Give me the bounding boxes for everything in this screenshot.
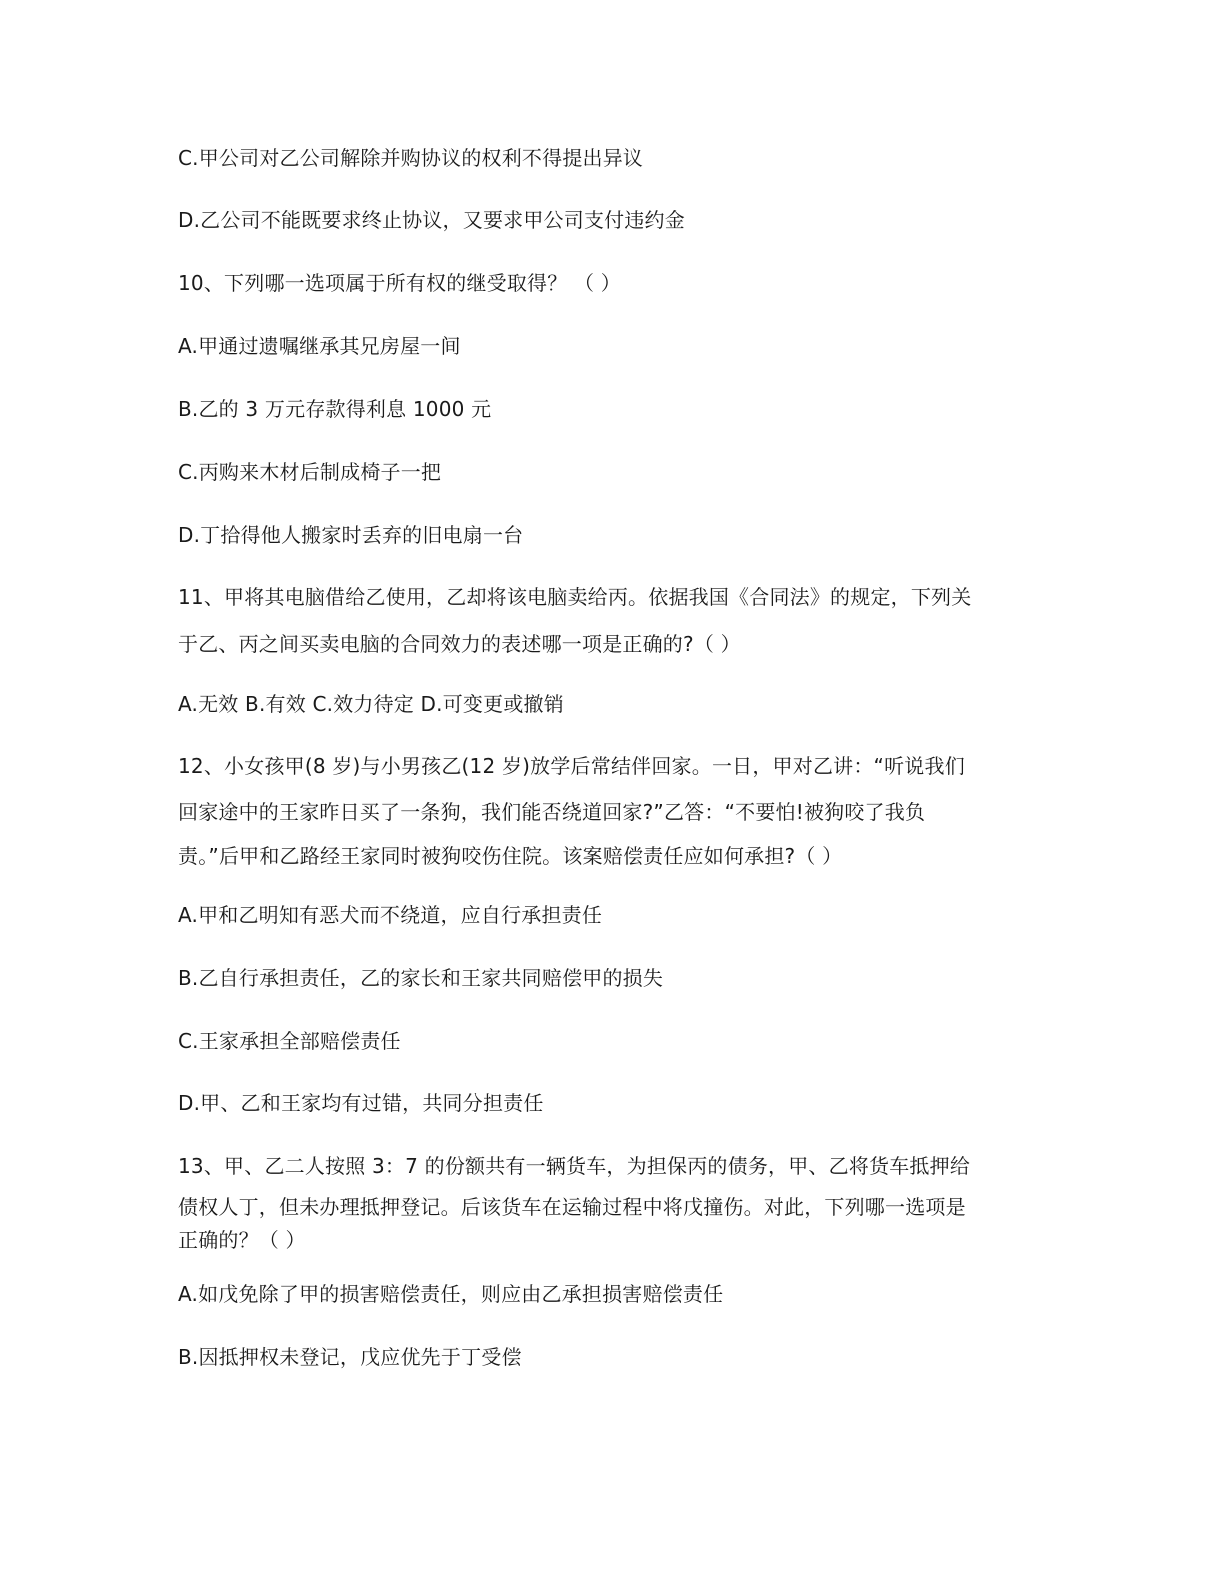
option-c-q10: C.丙购来木材后制成椅子一把 [178,460,442,484]
options-q11: A.无效 B.有效 C.效力待定 D.可变更或撤销 [178,692,564,716]
question-11-line-1: 11、甲将其电脑借给乙使用，乙却将该电脑卖给丙。依据我国《合同法》的规定，下列关 [178,585,972,609]
option-b-q13: B.因抵押权未登记，戊应优先于丁受偿 [178,1345,522,1369]
option-b-q10: B.乙的 3 万元存款得利息 1000 元 [178,397,492,421]
question-13-line-3: 正确的？（ ） [178,1228,306,1252]
option-a-q12: A.甲和乙明知有恶犬而不绕道，应自行承担责任 [178,903,603,927]
option-b-q12: B.乙自行承担责任，乙的家长和王家共同赔偿甲的损失 [178,966,664,990]
option-d-q9: D.乙公司不能既要求终止协议，又要求甲公司支付违约金 [178,208,685,232]
option-c-q9: C.甲公司对乙公司解除并购协议的权利不得提出异议 [178,146,644,170]
question-12-line-1: 12、小女孩甲(8 岁)与小男孩乙(12 岁)放学后常结伴回家。一日，甲对乙讲：“听说我们 [178,754,965,778]
option-d-q12: D.甲、乙和王家均有过错，共同分担责任 [178,1091,544,1115]
option-d-q10: D.丁拾得他人搬家时丢弃的旧电扇一台 [178,523,524,547]
question-13-line-1: 13、甲、乙二人按照 3：7 的份额共有一辆货车，为担保丙的债务，甲、乙将货车抵押给 [178,1154,971,1178]
question-10: 10、下列哪一选项属于所有权的继受取得？ （ ） [178,271,621,295]
option-c-q12: C.王家承担全部赔偿责任 [178,1029,401,1053]
question-12-line-2: 回家途中的王家昨日买了一条狗，我们能否绕道回家?”乙答：“不要怕!被狗咬了我负 [178,800,926,824]
question-13-line-2: 债权人丁，但未办理抵押登记。后该货车在运输过程中将戊撞伤。对此，下列哪一选项是 [178,1195,966,1219]
option-a-q13: A.如戊免除了甲的损害赔偿责任，则应由乙承担损害赔偿责任 [178,1282,724,1306]
question-11-line-2: 于乙、丙之间买卖电脑的合同效力的表述哪一项是正确的?（ ） [178,632,741,656]
option-a-q10: A.甲通过遗嘱继承其兄房屋一间 [178,334,461,358]
question-12-line-3: 责。”后甲和乙路经王家同时被狗咬伤住院。该案赔偿责任应如何承担?（ ） [178,844,843,868]
